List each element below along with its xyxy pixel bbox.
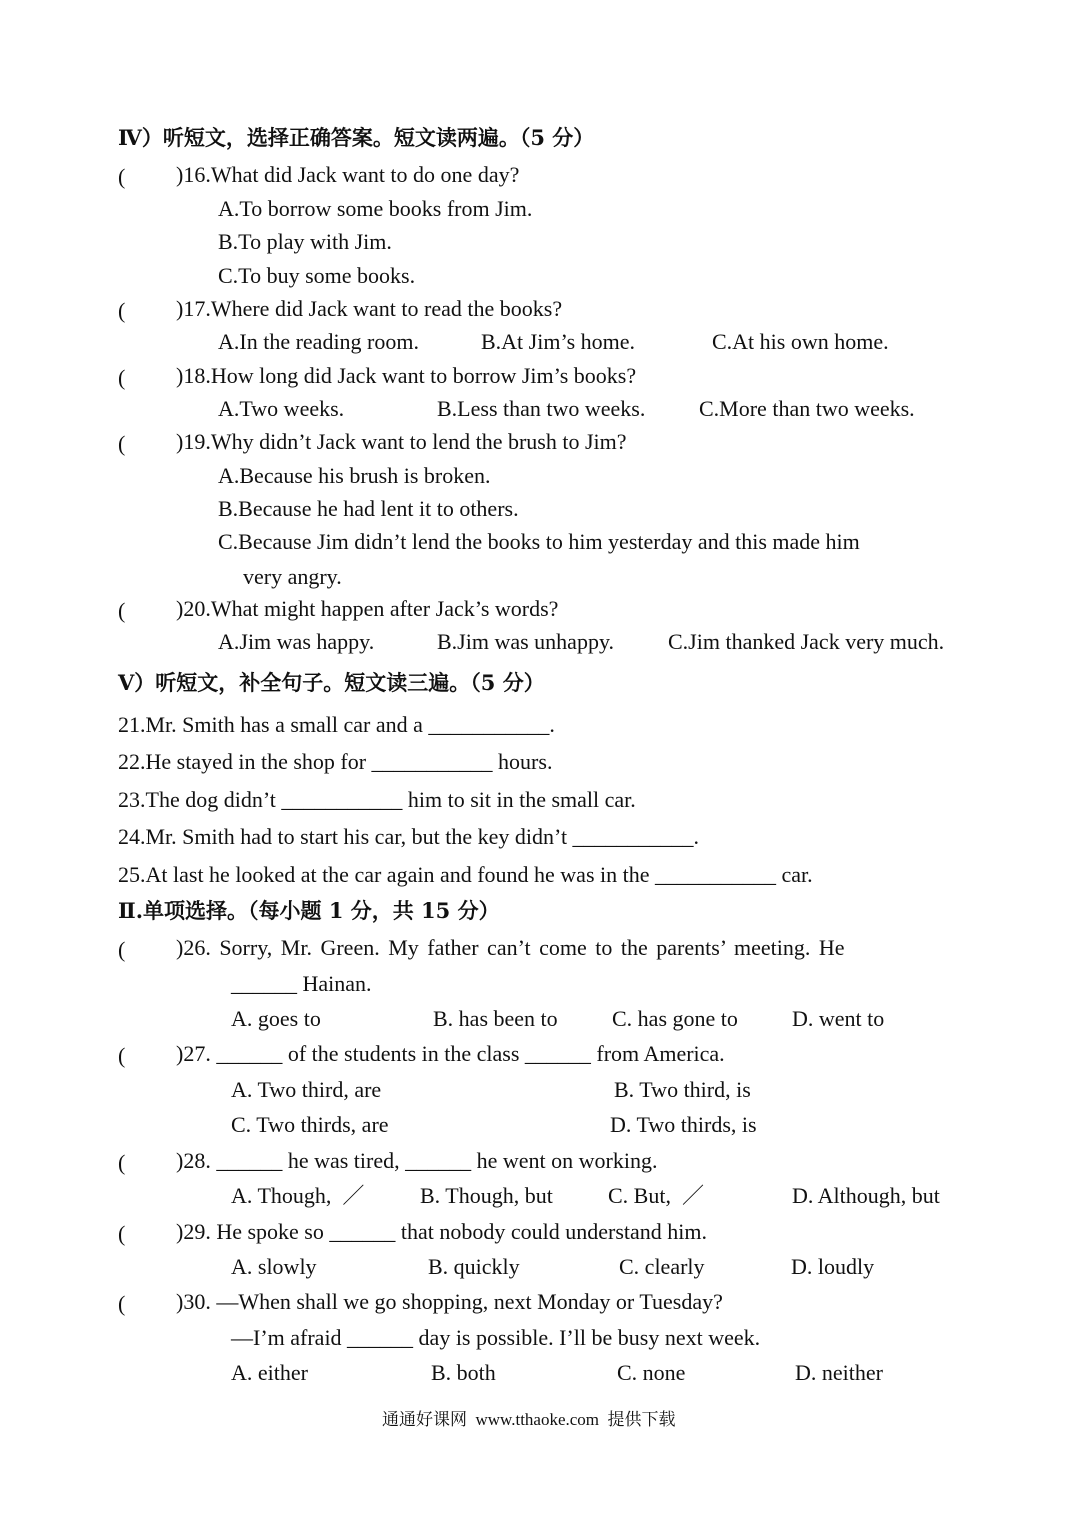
answer-blank[interactable]: ( — [118, 1221, 126, 1246]
question-29-stem: )29. He spoke so ______ that nobody could understand him. — [176, 1219, 707, 1244]
question-20-option-a: A.Jim was happy. — [218, 629, 375, 654]
question-26-option-b: B. has been to — [433, 1006, 558, 1031]
question-27-option-c: C. Two thirds, are — [231, 1112, 389, 1137]
question-24: 24.Mr. Smith had to start his car, but the key didn’t ___________. — [118, 824, 700, 849]
question-22: 22.He stayed in the shop for ___________ hours. — [118, 749, 553, 774]
question-18-option-b: B.Less than two weeks. — [437, 396, 646, 421]
question-28-option-b: B. Though, but — [420, 1183, 553, 1208]
question-30-option-b: B. both — [431, 1360, 496, 1385]
question-30-stem-continued: —I’m afraid ______ day is possible. I’ll be busy next week. — [231, 1325, 761, 1350]
question-19-option-a: A.Because his brush is broken. — [218, 463, 491, 488]
question-16-option-b: B.To play with Jim. — [218, 229, 392, 254]
question-16-option-a: A.To borrow some books from Jim. — [218, 196, 533, 221]
question-28-option-d: D. Although, but — [792, 1183, 940, 1208]
answer-blank[interactable]: ( — [118, 1291, 126, 1316]
question-28-option-a: A. Though, ／ — [231, 1183, 365, 1208]
question-17-option-b: B.At Jim’s home. — [481, 329, 636, 354]
question-19-option-c: C.Because Jim didn’t lend the books to him yesterday and this made him — [218, 529, 860, 554]
question-25: 25.At last he looked at the car again and found he was in the ___________ car. — [118, 862, 813, 887]
question-17-option-a: A.In the reading room. — [218, 329, 419, 354]
answer-blank[interactable]: ( — [118, 365, 126, 390]
question-29-option-d: D. loudly — [791, 1254, 875, 1279]
question-19-option-b: B.Because he had lent it to others. — [218, 496, 519, 521]
question-20-option-b: B.Jim was unhappy. — [437, 629, 615, 654]
answer-blank[interactable]: ( — [118, 1043, 126, 1068]
question-18-option-a: A.Two weeks. — [218, 396, 345, 421]
question-26-option-d: D. went to — [792, 1006, 885, 1031]
question-26-option-a: A. goes to — [231, 1006, 321, 1031]
question-27-option-d: D. Two thirds, is — [610, 1112, 757, 1137]
question-16-option-c: C.To buy some books. — [218, 263, 416, 288]
question-30-option-d: D. neither — [795, 1360, 883, 1385]
section-5-heading: Ⅴ）听短文，补全句子。短文读三遍。（5 分） — [118, 670, 545, 695]
question-29-option-a: A. slowly — [231, 1254, 317, 1279]
question-28-option-c: C. But, ／ — [608, 1183, 704, 1208]
question-16-stem: )16.What did Jack want to do one day? — [176, 162, 520, 187]
question-26-option-c: C. has gone to — [612, 1006, 738, 1031]
question-21: 21.Mr. Smith has a small car and a ___________. — [118, 712, 555, 737]
question-18-stem: )18.How long did Jack want to borrow Jim’s books? — [176, 363, 637, 388]
question-30-option-c: C. none — [617, 1360, 686, 1385]
question-26-stem: )26. Sorry, Mr. Green. My father can’t come to the parents’ meeting. He — [176, 935, 845, 960]
question-20-option-c: C.Jim thanked Jack very much. — [668, 629, 945, 654]
question-19-stem: )19.Why didn’t Jack want to lend the brush to Jim? — [176, 429, 627, 454]
question-27-option-a: A. Two third, are — [231, 1077, 382, 1102]
question-27-stem: )27. ______ of the students in the class ______ from America. — [176, 1041, 725, 1066]
answer-blank[interactable]: ( — [118, 1150, 126, 1175]
question-29-option-b: B. quickly — [428, 1254, 520, 1279]
question-30-stem: )30. —When shall we go shopping, next Monday or Tuesday? — [176, 1289, 723, 1314]
answer-blank[interactable]: ( — [118, 937, 126, 962]
answer-blank[interactable]: ( — [118, 164, 126, 189]
question-23: 23.The dog didn’t ___________ him to sit in the small car. — [118, 787, 636, 812]
question-20-stem: )20.What might happen after Jack’s words? — [176, 596, 559, 621]
question-30-option-a: A. either — [231, 1360, 308, 1385]
section-4-heading: Ⅳ）听短文，选择正确答案。短文读两遍。（5 分） — [118, 125, 595, 150]
answer-blank[interactable]: ( — [118, 431, 126, 456]
section-2-heading: Ⅱ.单项选择。（每小题 1 分，共 15 分） — [118, 898, 500, 923]
question-17-stem: )17.Where did Jack want to read the books? — [176, 296, 563, 321]
page-footer: 通通好课网 www.tthaoke.com 提供下载 — [382, 1410, 676, 1429]
question-18-option-c: C.More than two weeks. — [699, 396, 915, 421]
question-29-option-c: C. clearly — [619, 1254, 705, 1279]
question-19-option-c-continued: very angry. — [243, 564, 342, 589]
question-27-option-b: B. Two third, is — [614, 1077, 751, 1102]
answer-blank[interactable]: ( — [118, 598, 126, 623]
question-28-stem: )28. ______ he was tired, ______ he went on working. — [176, 1148, 658, 1173]
question-26-stem-continued: ______ Hainan. — [231, 971, 372, 996]
answer-blank[interactable]: ( — [118, 298, 126, 323]
question-17-option-c: C.At his own home. — [712, 329, 889, 354]
